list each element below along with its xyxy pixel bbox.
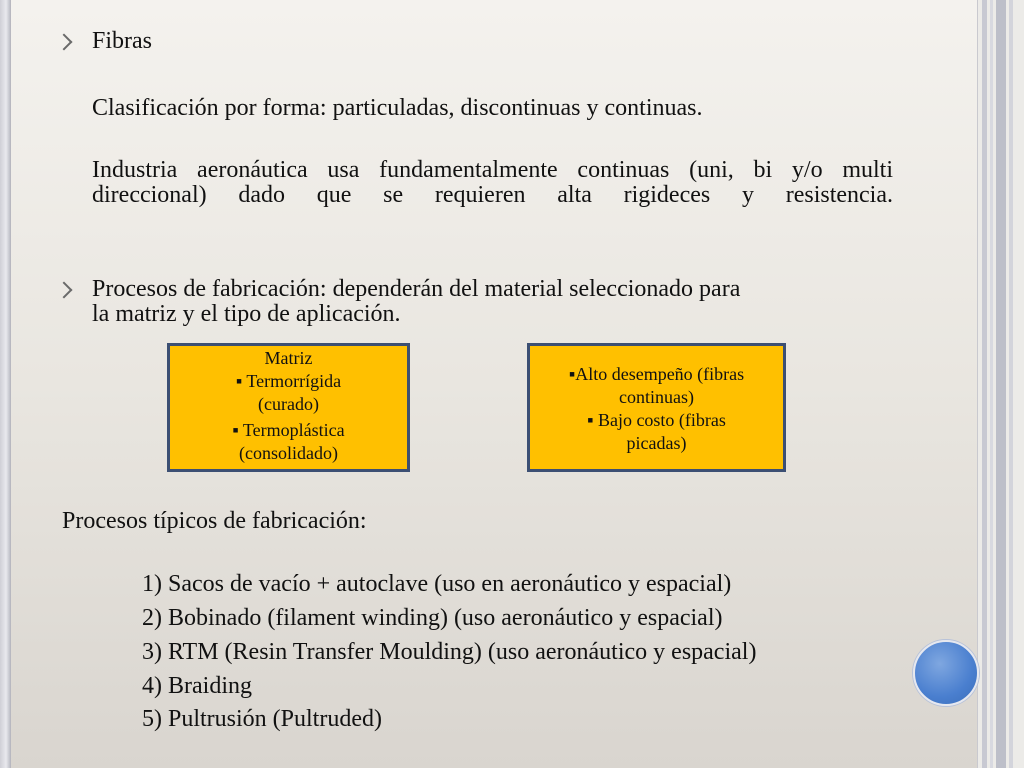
matriz-box-title: Matriz [264,348,313,368]
paragraph-industria: Industria aeronáutica usa fundamentalmente continuas (uni, bi y/o multi direccional) dado que se requieren alta rigideces y resistencia. [92,157,893,208]
bullet-fibras: Fibras [92,28,152,54]
chevron-right-icon [56,34,73,51]
matriz-box-item: ▪ Termoplástica [232,420,345,440]
matriz-box-item-detail: (curado) [258,394,319,414]
list-item: 3) RTM (Resin Transfer Moulding) (uso aeronáutico y espacial) [142,639,757,665]
procesos-title: Procesos típicos de fabricación: [62,508,367,534]
desempeno-box-item: ▪ Bajo costo (fibras [587,410,726,430]
list-item: 1) Sacos de vacío + autoclave (uso en aeronáutico y espacial) [142,571,732,597]
matriz-box [167,343,410,472]
desempeno-box-item-detail: picadas) [626,433,687,453]
slide-right-border [977,0,1024,768]
slide-left-border [0,0,11,768]
list-item: 5) Pultrusión (Pultruded) [142,706,382,732]
list-item: 4) Braiding [142,673,252,699]
border-stripe [1009,0,1013,768]
bullet-procesos-line2: la matriz y el tipo de aplicación. [92,301,401,327]
matriz-box-item-detail: (consolidado) [239,443,338,463]
border-stripe [990,0,993,768]
decorative-circle [913,640,979,706]
paragraph-clasificacion: Clasificación por forma: particuladas, discontinuas y continuas. [92,95,703,121]
chevron-right-icon [56,282,73,299]
matriz-box-item: ▪ Termorrígida [235,371,342,391]
list-item: 2) Bobinado (filament winding) (uso aeronáutico y espacial) [142,605,723,631]
desempeno-box-item: ▪Alto desempeño (fibras [568,364,745,384]
bullet-procesos-line1: Procesos de fabricación: dependerán del material seleccionado para [92,276,741,302]
border-stripe [996,0,1006,768]
border-stripe [982,0,987,768]
desempeno-box-item-detail: continuas) [619,387,694,407]
desempeno-box [527,343,786,472]
